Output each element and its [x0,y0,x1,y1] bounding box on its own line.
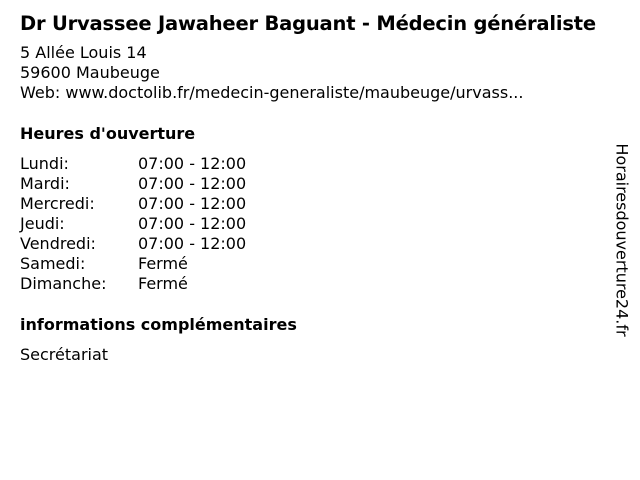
hours-row-wednesday [20,194,246,214]
hours-row-thursday [20,214,246,234]
website-line: Web: www.doctolib.fr/medecin-generaliste/maubeuge/urvass... [20,83,524,102]
time-value: 07:00 - 12:00 [138,214,247,233]
time-value: 07:00 - 12:00 [138,154,247,173]
day-label: Mercredi: [20,194,95,213]
time-value: 07:00 - 12:00 [138,174,247,193]
day-label: Samedi: [20,254,86,273]
brand-watermark: Horairesdouverture24.fr [612,143,632,337]
day-label: Jeudi: [20,214,65,233]
hours-row-saturday [20,254,246,274]
time-value: 07:00 - 12:00 [138,234,247,253]
day-label: Dimanche: [20,274,107,293]
time-value: Fermé [138,274,188,293]
time-value: Fermé [138,254,188,273]
hours-row-tuesday [20,174,246,194]
day-label: Mardi: [20,174,70,193]
page-title: Dr Urvassee Jawaheer Baguant - Médecin généraliste [20,12,596,35]
hours-row-friday [20,234,246,254]
day-label: Vendredi: [20,234,96,253]
opening-hours-heading: Heures d'ouverture [20,124,196,143]
opening-hours-table [20,154,246,294]
address-city: 59600 Maubeuge [20,63,160,82]
additional-info-text: Secrétariat [20,345,109,364]
time-value: 07:00 - 12:00 [138,194,247,213]
address-street: 5 Allée Louis 14 [20,43,147,62]
hours-row-sunday [20,274,246,294]
address-block [20,43,523,103]
hours-row-monday [20,154,246,174]
day-label: Lundi: [20,154,69,173]
additional-info-heading: informations complémentaires [20,315,297,334]
